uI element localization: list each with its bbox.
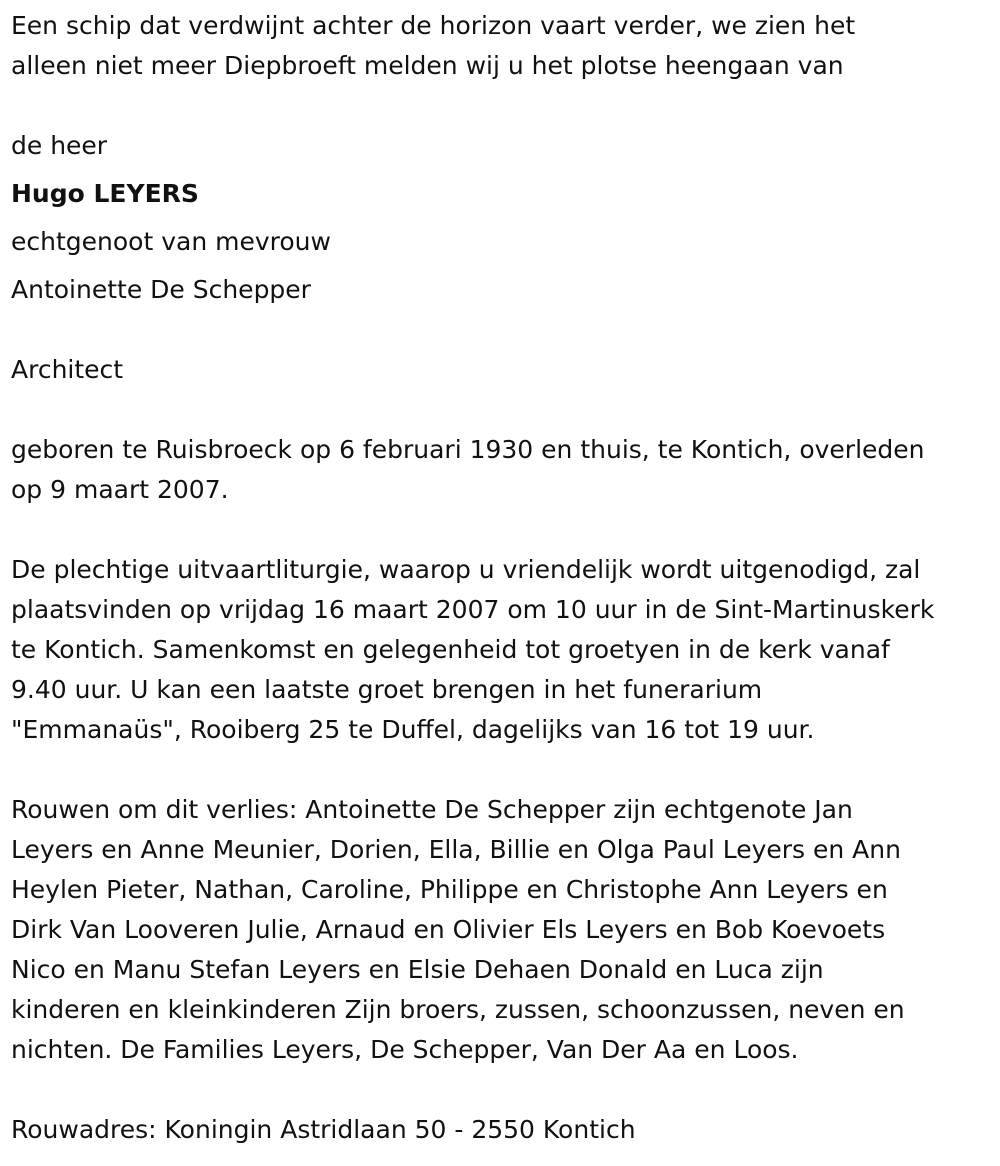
mourners-line: Rouwen om dit verlies: Antoinette De Schepper zijn echtgenote Jan (11, 795, 853, 824)
spouse-name: Antoinette De Schepper (11, 275, 311, 304)
ceremony-line: te Kontich. Samenkomst en gelegenheid tot groetyen in de kerk vanaf (11, 635, 890, 664)
mourners-line: kinderen en kleinkinderen Zijn broers, zussen, schoonzussen, neven en (11, 995, 905, 1024)
ceremony-line: 9.40 uur. U kan een laatste groet brengen in het funerarium (11, 675, 763, 704)
intro-paragraph (11, 6, 855, 86)
birth-death-line: geboren te Ruisbroeck op 6 februari 1930 en thuis, te Kontich, overleden (11, 435, 925, 464)
relation-text: echtgenoot van mevrouw (11, 227, 331, 256)
mourners-line: Heylen Pieter, Nathan, Caroline, Philippe en Christophe Ann Leyers en (11, 875, 888, 904)
birth-death-line: op 9 maart 2007. (11, 475, 229, 504)
ceremony-paragraph (11, 550, 934, 750)
salutation: de heer (11, 131, 108, 160)
address-line: Rouwadres: Koningin Astridlaan 50 - 2550 Kontich (11, 1115, 636, 1144)
mourners-line: Leyers en Anne Meunier, Dorien, Ella, Billie en Olga Paul Leyers en Ann (11, 835, 901, 864)
ceremony-line: "Emmanaüs", Rooiberg 25 te Duffel, dagelijks van 16 tot 19 uur. (11, 715, 815, 744)
ceremony-line: plaatsvinden op vrijdag 16 maart 2007 om 10 uur in de Sint-Martinuskerk (11, 595, 935, 624)
mourners-paragraph (11, 790, 905, 1070)
deceased-name: Hugo LEYERS (11, 179, 199, 208)
mourners-line: nichten. De Families Leyers, De Schepper, Van Der Aa en Loos. (11, 1035, 799, 1064)
mourners-line: Nico en Manu Stefan Leyers en Elsie Dehaen Donald en Luca zijn (11, 955, 824, 984)
mourners-line: Dirk Van Looveren Julie, Arnaud en Olivier Els Leyers en Bob Koevoets (11, 915, 886, 944)
ceremony-line: De plechtige uitvaartliturgie, waarop u vriendelijk wordt uitgenodigd, zal (11, 555, 921, 584)
profession: Architect (11, 355, 124, 384)
intro-line: alleen niet meer Diepbroeft melden wij u het plotse heengaan van (11, 51, 844, 80)
birth-death-paragraph (11, 430, 925, 510)
intro-line: Een schip dat verdwijnt achter de horizon vaart verder, we zien het (11, 11, 856, 40)
